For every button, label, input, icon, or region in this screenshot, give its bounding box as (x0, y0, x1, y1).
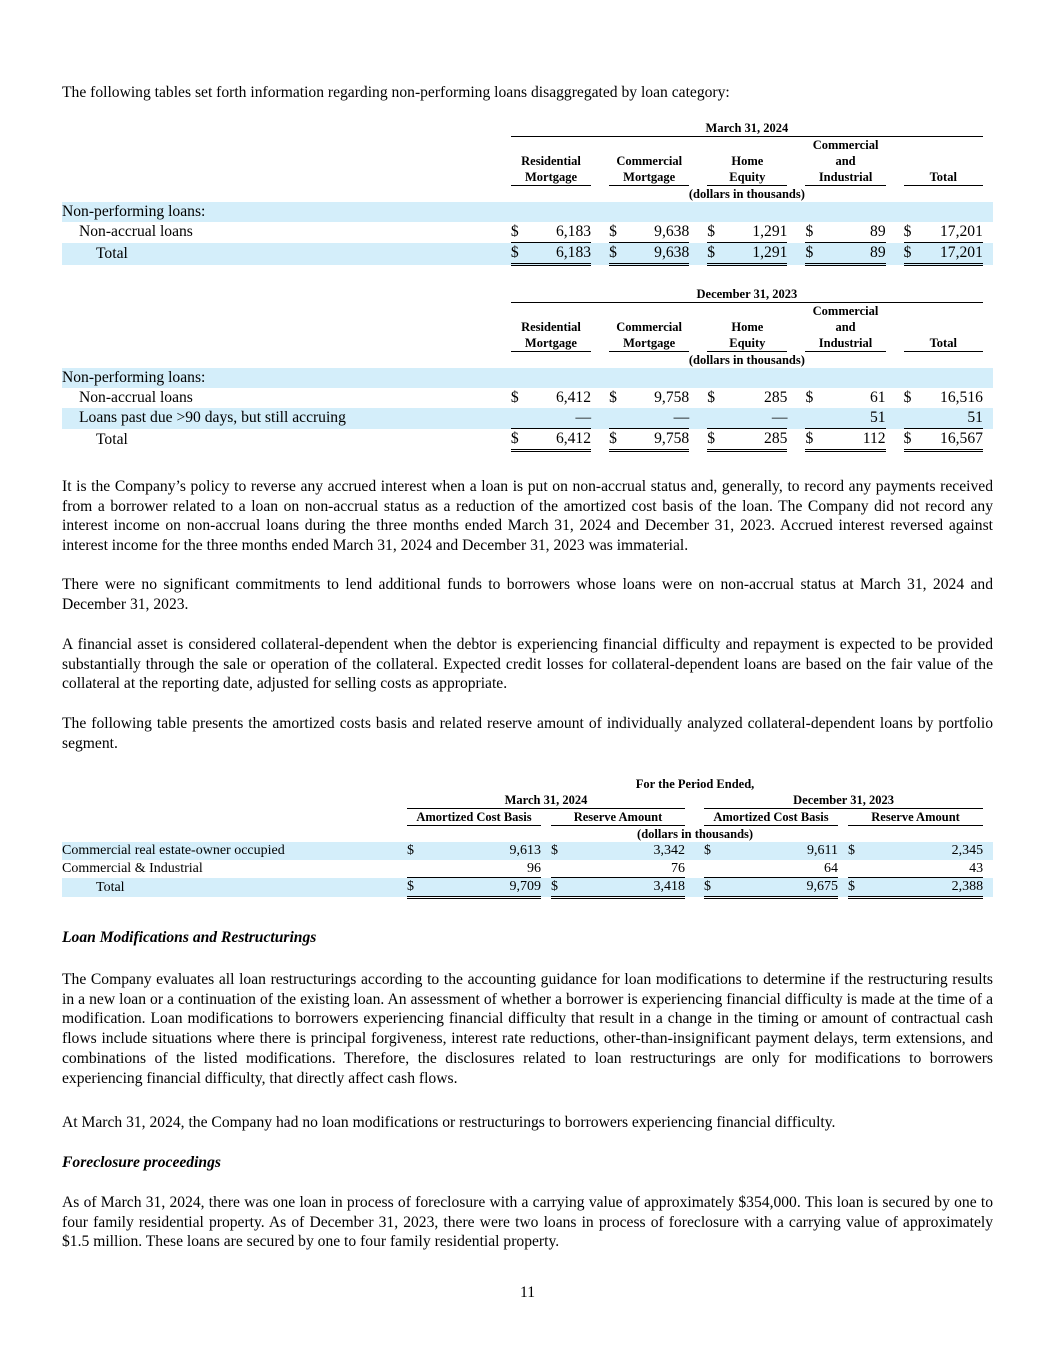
spacer (591, 429, 609, 451)
spacer (591, 169, 609, 186)
value-cell (920, 202, 983, 222)
dollar-sign (609, 368, 625, 388)
spacer (983, 352, 993, 369)
column-header: Total (904, 335, 983, 352)
units-label: (dollars in thousands) (688, 353, 805, 367)
dollar-sign: $ (704, 878, 718, 898)
dollar-sign: $ (707, 243, 723, 265)
spacer (685, 878, 704, 898)
dollar-sign: $ (407, 843, 414, 858)
dollar-sign: $ (903, 389, 912, 406)
value-cell: 6,412 (555, 389, 592, 406)
spacer (787, 303, 805, 320)
spacer (591, 368, 609, 388)
dollar-sign (704, 860, 718, 878)
table-row (62, 202, 993, 222)
spacer (62, 120, 511, 137)
value-cell: 9,611 (807, 843, 838, 858)
column-header (904, 319, 983, 335)
heading-foreclosure: Foreclosure proceedings (62, 1154, 221, 1171)
spacer (886, 137, 904, 154)
dollar-sign (904, 202, 920, 222)
dollar-sign (904, 368, 920, 388)
column-header: Commercial (812, 138, 879, 152)
column-header: Reserve Amount (551, 809, 685, 826)
paragraph-accrued-interest: It is the Company’s policy to reverse any accrued interest when a loan is put on non-accrual status and, generally, to record any payments received from a borrower related to a loan on non-accrual status as a reduction of the amortized cost basis of the loan. The Company did not record any interest income on non-accrual loans during the three months ended March 31, 2024 and December 31, 2023. Accrued interest reversed against interest income for the three months ended March 31, 2024 and December 31, 2023 was immaterial. (62, 478, 993, 555)
dollar-sign (707, 368, 723, 388)
spacer (787, 335, 805, 352)
period-header: March 31, 2024 (511, 120, 983, 137)
table-row (62, 842, 993, 860)
spacer (886, 303, 904, 320)
dollar-sign (805, 202, 821, 222)
column-header: Reserve Amount (848, 809, 983, 826)
spacer (787, 137, 805, 154)
spacer (62, 776, 407, 792)
dollar-sign (511, 408, 527, 429)
spacer (886, 153, 904, 169)
value-cell: 89 (822, 243, 886, 265)
spacer (62, 137, 511, 154)
column-header: and (835, 154, 856, 168)
dollar-sign: $ (848, 843, 855, 858)
spacer (591, 408, 609, 429)
table-row (62, 878, 993, 898)
column-header: and (835, 320, 856, 334)
value-cell: — (723, 408, 787, 429)
spacer (689, 137, 707, 154)
column-header: Amortized Cost Basis (407, 809, 541, 826)
spacer (983, 408, 993, 429)
spacer (886, 429, 904, 451)
dollar-sign (848, 860, 862, 878)
value-cell: 17,201 (920, 243, 983, 265)
value-cell: 51 (920, 408, 983, 429)
column-header: Commercial (616, 154, 683, 168)
spacer (62, 809, 407, 826)
paragraph-commitments: There were no significant commitments to lend additional funds to borrowers whose loans were on non-accrual status at March 31, 2024 and December 31, 2023. (62, 576, 993, 613)
spacer (541, 809, 551, 826)
value-cell: 9,613 (509, 843, 541, 858)
units-label: (dollars in thousands) (637, 827, 754, 841)
spacer (983, 368, 993, 388)
dollar-sign (904, 408, 920, 429)
dollar-sign: $ (551, 843, 558, 858)
spacer (983, 319, 993, 335)
value-cell (723, 202, 787, 222)
row-label: Non-performing loans: (62, 369, 206, 386)
row-label: Non-performing loans: (62, 203, 206, 220)
value-cell: — (625, 408, 689, 429)
spacer (62, 153, 511, 169)
value-cell: 96 (421, 860, 541, 878)
table-row (62, 243, 993, 265)
intro-text: The following tables set forth information regarding non-performing loans disaggregated by loan category: (62, 84, 730, 101)
spacer (689, 243, 707, 265)
column-header (904, 153, 983, 169)
paragraph-no-modifications: At March 31, 2024, the Company had no loan modifications or restructurings to borrowers experiencing financial difficulty. (62, 1114, 836, 1131)
spacer (591, 319, 609, 335)
dollar-sign: $ (848, 878, 862, 898)
column-header: Equity (707, 335, 787, 352)
value-cell: 17,201 (940, 223, 983, 240)
value-cell: 3,418 (565, 878, 685, 898)
value-cell: 6,183 (527, 243, 591, 265)
value-cell: 51 (821, 408, 885, 429)
column-header: Industrial (805, 335, 885, 352)
spacer (689, 222, 707, 243)
spacer (838, 809, 848, 826)
paragraph-loan-modifications: The Company evaluates all loan restructurings according to the accounting guidance for loan modifications to determine if the restructuring results in a new loan or a continuation of the existing loan. An assessment of whether a borrower is experiencing financial difficulty is made at the time of a modification. Loan modifications to borrowers experiencing financial difficulty that result in a change in the timing or amount of contractual cash flows include situations where there is principal forgiveness, interest rate reductions, other-than-insignificant payment delays, term extensions, and combinations of the listed modifications. Therefore, the disclosures related to loan restructurings are only for modifications to borrowers experiencing financial difficulty, that directly affect cash flows. (62, 971, 993, 1087)
spacer (689, 408, 707, 429)
spacer (886, 368, 904, 388)
value-cell: 9,638 (625, 243, 689, 265)
spacer (886, 243, 904, 265)
spacer (886, 388, 904, 408)
table-row (62, 388, 993, 408)
table-row (62, 368, 993, 388)
spacer (685, 809, 704, 826)
spacer (591, 303, 609, 320)
spacer (983, 429, 993, 451)
row-label: Commercial & Industrial (62, 860, 203, 876)
dollar-sign: $ (609, 223, 617, 240)
value-cell (723, 368, 787, 388)
spacer (787, 202, 805, 222)
value-cell: 76 (565, 860, 685, 878)
spacer (983, 792, 993, 809)
column-header (904, 303, 983, 320)
units-label: (dollars in thousands) (688, 187, 805, 201)
dollar-sign: $ (707, 223, 716, 240)
spacer (62, 792, 407, 809)
column-header (609, 303, 689, 320)
dollar-sign: $ (805, 223, 814, 240)
spacer (983, 776, 993, 792)
spacer (983, 860, 993, 878)
spacer (983, 388, 993, 408)
value-cell: 9,758 (625, 429, 689, 451)
value-cell (625, 202, 689, 222)
spacer (787, 408, 805, 429)
table-row (62, 408, 993, 429)
value-cell: 1,291 (723, 243, 787, 265)
heading-loan-modifications: Loan Modifications and Restructurings (62, 929, 317, 946)
spacer (62, 186, 511, 203)
dollar-sign: $ (904, 243, 920, 265)
value-cell: 9,638 (654, 223, 690, 240)
spacer (838, 842, 848, 860)
spacer (838, 860, 848, 878)
dollar-sign: $ (609, 243, 625, 265)
spacer (983, 153, 993, 169)
value-cell: 6,183 (555, 223, 592, 240)
spacer (983, 286, 993, 303)
dollar-sign: $ (407, 878, 421, 898)
spacer (983, 335, 993, 352)
spacer (591, 202, 609, 222)
row-label: Loans past due >90 days, but still accruing (79, 409, 346, 427)
spacer (541, 842, 551, 860)
value-cell: 43 (862, 860, 983, 878)
dollar-sign: $ (805, 429, 821, 451)
dollar-sign: $ (805, 243, 821, 265)
value-cell: 285 (764, 389, 788, 406)
spacer (983, 120, 993, 137)
spacer (591, 243, 609, 265)
dollar-sign: $ (510, 389, 519, 406)
period-header: March 31, 2024 (407, 792, 685, 809)
spacer (886, 169, 904, 186)
spacer (689, 319, 707, 335)
spacer (62, 352, 511, 369)
dollar-sign: $ (707, 389, 716, 406)
spacer (591, 222, 609, 243)
spacer (689, 202, 707, 222)
dollar-sign: $ (805, 389, 814, 406)
spacer (886, 319, 904, 335)
column-header (707, 303, 787, 320)
spacer (983, 878, 993, 898)
dollar-sign: $ (903, 223, 912, 240)
dollar-sign (511, 202, 527, 222)
column-header: Home (731, 154, 764, 168)
row-label: Non-accrual loans (79, 223, 193, 241)
spacer (838, 878, 848, 898)
column-header: Residential (521, 154, 581, 168)
dollar-sign: $ (707, 429, 723, 451)
spacer (787, 319, 805, 335)
value-cell (822, 202, 886, 222)
table-title: For the Period Ended, (635, 777, 755, 791)
column-header (511, 137, 591, 154)
page-number: 11 (519, 1284, 535, 1301)
spacer (983, 842, 993, 860)
dollar-sign (805, 408, 821, 429)
value-cell: 3,342 (653, 843, 685, 858)
value-cell (527, 368, 591, 388)
dollar-sign: $ (704, 843, 711, 858)
spacer (787, 429, 805, 451)
value-cell: 9,709 (421, 878, 541, 898)
spacer (983, 169, 993, 186)
spacer (787, 243, 805, 265)
spacer (689, 335, 707, 352)
spacer (62, 286, 511, 303)
spacer (541, 878, 551, 898)
spacer (689, 388, 707, 408)
spacer (983, 186, 993, 203)
value-cell: 285 (723, 429, 787, 451)
value-cell (821, 368, 885, 388)
column-header (511, 303, 591, 320)
value-cell: 9,675 (718, 878, 838, 898)
spacer (62, 303, 511, 320)
row-label: Total (96, 430, 128, 448)
table-row (62, 429, 993, 451)
row-label: Total (96, 879, 125, 895)
value-cell (625, 368, 689, 388)
column-header: Home (731, 320, 764, 334)
spacer (689, 169, 707, 186)
column-header: Mortgage (511, 169, 591, 186)
paragraph-collateral-dependent: A financial asset is considered collateral-dependent when the debtor is experiencing financial difficulty and repayment is expected to be provided substantially through the sale or operation of the collateral. Expected credit losses for collateral-dependent loans are based on the fair value of the collateral at the reporting date, adjusted for selling costs as appropriate. (62, 636, 993, 693)
value-cell: 89 (870, 223, 886, 240)
paragraph-foreclosure: As of March 31, 2024, there was one loan in process of foreclosure with a carrying value of approximately $354,000. This loan is secured by one to four family residential property. As of December 31, 2023, there were two loans in process of foreclosure with a carrying value of approximately $1.5 million. These loans are secured by one to four family residential property. (62, 1194, 993, 1251)
value-cell: 61 (870, 389, 886, 406)
spacer (591, 388, 609, 408)
value-cell: 112 (821, 429, 885, 451)
spacer (689, 303, 707, 320)
table-row (62, 860, 993, 878)
period-header: December 31, 2023 (704, 792, 983, 809)
dollar-sign (609, 202, 625, 222)
spacer (787, 368, 805, 388)
spacer (787, 388, 805, 408)
column-header: Equity (707, 169, 787, 186)
spacer (685, 860, 704, 878)
column-header (707, 137, 787, 154)
non-performing-loans-table-march-2024 (62, 120, 993, 266)
dollar-sign: $ (551, 878, 565, 898)
value-cell: 2,345 (951, 843, 984, 858)
value-cell: — (527, 408, 591, 429)
paragraph-table-intro: The following table presents the amortized costs basis and related reserve amount of individually analyzed collateral-dependent loans by portfolio segment. (62, 715, 993, 752)
spacer (787, 153, 805, 169)
row-label: Non-accrual loans (79, 389, 193, 406)
spacer (541, 860, 551, 878)
spacer (689, 368, 707, 388)
column-header: Mortgage (511, 335, 591, 352)
column-header: Industrial (805, 169, 885, 186)
spacer (689, 153, 707, 169)
spacer (685, 842, 704, 860)
spacer (787, 222, 805, 243)
spacer (591, 153, 609, 169)
column-header: Commercial (616, 320, 682, 334)
dollar-sign (707, 408, 723, 429)
spacer (591, 137, 609, 154)
spacer (983, 826, 993, 843)
spacer (787, 169, 805, 186)
column-header: Mortgage (609, 169, 689, 186)
spacer (62, 169, 511, 186)
spacer (983, 222, 993, 243)
value-cell: 6,412 (527, 429, 591, 451)
value-cell: 16,516 (940, 389, 983, 406)
value-cell (920, 368, 983, 388)
dollar-sign: $ (511, 243, 527, 265)
spacer (983, 243, 993, 265)
column-header: Commercial (812, 304, 879, 318)
dollar-sign (805, 368, 821, 388)
dollar-sign: $ (510, 223, 519, 240)
table-row (62, 222, 993, 243)
value-cell: 9,758 (654, 389, 690, 406)
dollar-sign: $ (609, 429, 625, 451)
column-header: Mortgage (609, 335, 689, 352)
spacer (983, 303, 993, 320)
collateral-dependent-loans-table (62, 776, 993, 899)
dollar-sign: $ (609, 389, 617, 406)
dollar-sign: $ (904, 429, 920, 451)
dollar-sign (511, 368, 527, 388)
column-header (609, 137, 689, 154)
dollar-sign (707, 202, 723, 222)
spacer (689, 429, 707, 451)
value-cell: 1,291 (752, 223, 788, 240)
dollar-sign: $ (511, 429, 527, 451)
column-header: Residential (521, 320, 581, 334)
row-label: Commercial real estate-owner occupied (62, 843, 285, 858)
spacer (62, 319, 511, 335)
dollar-sign (551, 860, 565, 878)
column-header (904, 137, 983, 154)
row-label: Total (96, 244, 128, 262)
spacer (62, 335, 511, 352)
non-performing-loans-table-december-2023 (62, 286, 993, 452)
spacer (983, 202, 993, 222)
column-header: Total (904, 169, 983, 186)
spacer (591, 335, 609, 352)
value-cell: 64 (718, 860, 838, 878)
value-cell: 2,388 (862, 878, 983, 898)
spacer (886, 222, 904, 243)
value-cell (527, 202, 591, 222)
column-header: Amortized Cost Basis (704, 809, 838, 826)
period-header: December 31, 2023 (511, 286, 983, 303)
spacer (886, 202, 904, 222)
value-cell: 16,567 (920, 429, 983, 451)
spacer (886, 335, 904, 352)
spacer (983, 137, 993, 154)
dollar-sign (609, 408, 625, 429)
spacer (886, 408, 904, 429)
spacer (685, 792, 704, 809)
spacer (62, 826, 407, 843)
spacer (983, 809, 993, 826)
dollar-sign (407, 860, 421, 878)
